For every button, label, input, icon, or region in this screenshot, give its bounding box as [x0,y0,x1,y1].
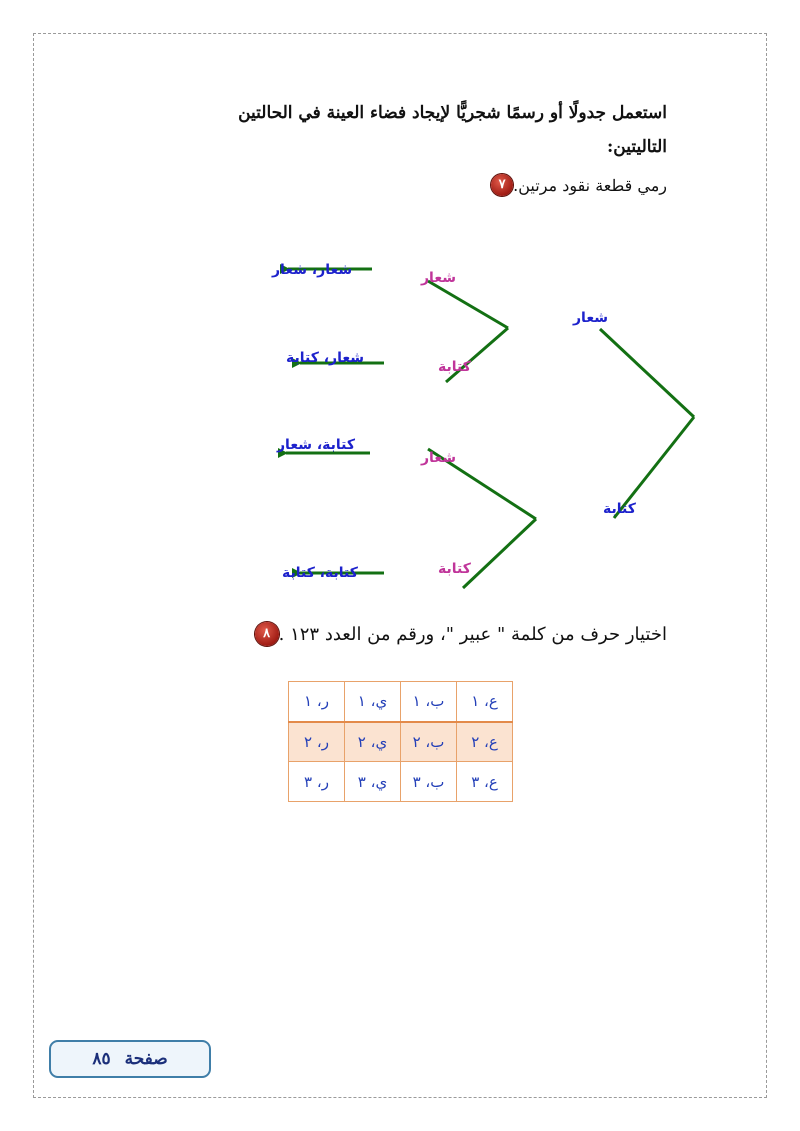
question-8 [249,622,667,646]
question-7-text: رمي قطعة نقود مرتين. [513,175,667,195]
table-cell: ر، ٣ [289,762,345,802]
table-cell: ع، ١ [457,682,513,722]
question-7-number-badge: ٧ [491,174,513,196]
table-cell: ر، ٢ [289,722,345,762]
table-cell: ي، ٢ [345,722,401,762]
branch-tails-to-tails [463,519,536,588]
instruction-text: استعمل جدولًا أو رسمًا شجريًّا لإيجاد فضاء العينة في الحالتين التاليتين: [238,103,667,157]
question-8-number-badge: ٨ [255,622,279,646]
branch-root-to-coin1-heads [600,329,694,417]
table-cell: ي، ٣ [345,762,401,802]
table-row [289,722,513,762]
table-row [289,682,513,722]
level1-label-tails: كتابة [603,501,636,517]
outcome-2: شعار، كتابة [286,350,365,366]
page-number-box [49,1040,211,1078]
table-row [289,762,513,802]
table-cell: ب، ٣ [401,762,457,802]
table-cell: ر، ١ [289,682,345,722]
outcome-4: كتابة، كتابة [282,565,358,581]
level2-label-1: شعار [421,270,456,286]
outcome-3: كتابة، شعار [277,437,356,453]
level1-label-heads: شعار [573,310,608,326]
table-cell: ع، ٢ [457,722,513,762]
page-word: صفحة [124,1049,168,1069]
page-number: ٨٥ [92,1049,111,1069]
table-cell: ب، ٢ [401,722,457,762]
question-8-text: اختيار حرف من كلمة " عبير "، ورقم من العدد ١٢٣ . [278,623,667,645]
outcome-1: شعار، شعار [272,262,353,278]
level2-label-2: كتابة [438,359,471,375]
level2-label-4: كتابة [438,561,471,577]
table-cell: ب، ١ [401,682,457,722]
table-cell: ع، ٣ [457,762,513,802]
level2-label-3: شعار [421,450,456,466]
branch-heads-to-heads [428,281,508,328]
table-cell: ي، ١ [345,682,401,722]
sample-space-table [288,681,513,802]
